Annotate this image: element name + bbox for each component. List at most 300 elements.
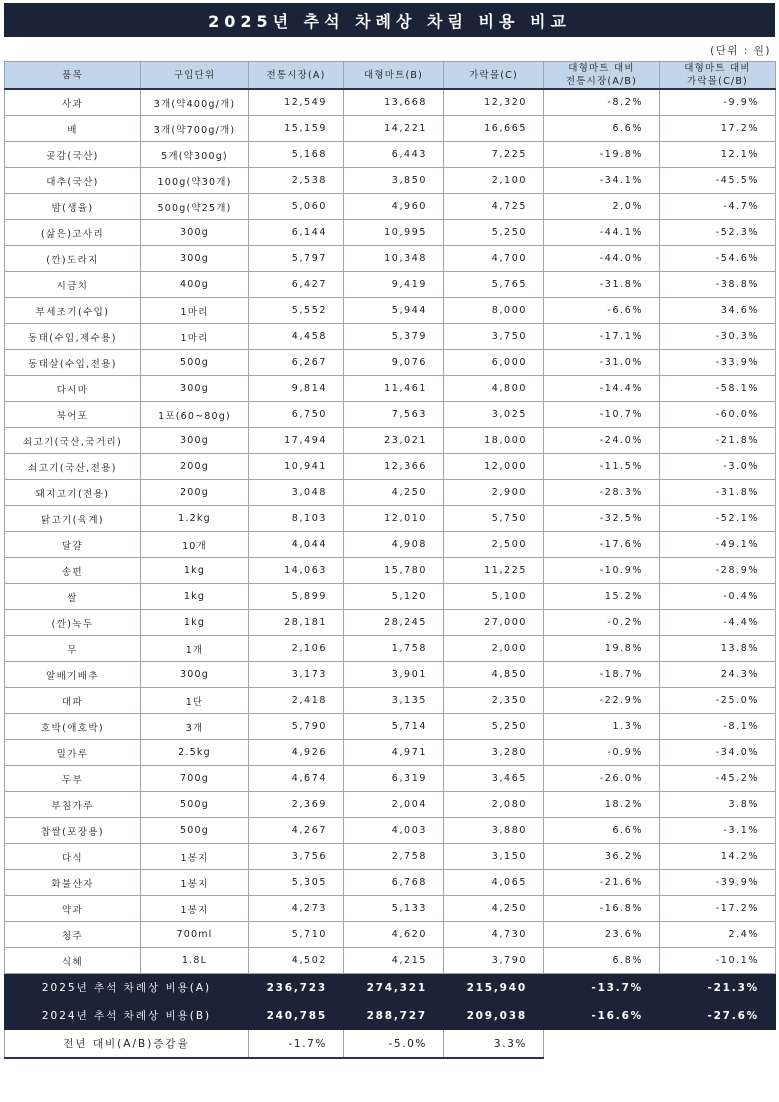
- cell-item: 무: [5, 636, 141, 662]
- cell-traditional-market: 15,159: [249, 116, 344, 142]
- cell-unit: 200g: [141, 480, 249, 506]
- table-header-row: [5, 62, 776, 90]
- cell-garak-mall: 2,350: [444, 688, 544, 714]
- cell-large-mart: 12,010: [344, 506, 444, 532]
- cell-item: 사과: [5, 89, 141, 116]
- report-page: [0, 3, 779, 1102]
- cell-garak-mall: 2,100: [444, 168, 544, 194]
- cell-ratio-cb: 24.3%: [660, 662, 776, 688]
- cell-item: 송편: [5, 558, 141, 584]
- cell-garak-mall: 2,000: [444, 636, 544, 662]
- cell-unit: 300g: [141, 428, 249, 454]
- column-header-garak-mall-line1: 가락몰(C): [469, 69, 518, 81]
- cell-ratio-ab: 18.2%: [544, 792, 660, 818]
- cell-garak-mall: 5,100: [444, 584, 544, 610]
- cell-traditional-market: 10,941: [249, 454, 344, 480]
- cell-item: 동태(수입,제수용): [5, 324, 141, 350]
- cell-ratio-cb: -8.1%: [660, 714, 776, 740]
- column-header-ratio-cb: [660, 62, 776, 90]
- column-header-traditional-market: [249, 62, 344, 90]
- cell-item: 청주: [5, 922, 141, 948]
- cell-traditional-market: 2,369: [249, 792, 344, 818]
- cell-ratio-ab: -34.1%: [544, 168, 660, 194]
- cell-traditional-market: 5,168: [249, 142, 344, 168]
- cell-unit: 5개(약300g): [141, 142, 249, 168]
- cell-large-mart: 15,780: [344, 558, 444, 584]
- summary-label: 2025년 추석 차례상 비용(A): [5, 974, 249, 1002]
- cell-garak-mall: 4,850: [444, 662, 544, 688]
- cell-ratio-cb: -31.8%: [660, 480, 776, 506]
- cell-unit: 1마리: [141, 298, 249, 324]
- cell-garak-mall: 5,765: [444, 272, 544, 298]
- cell-item: 쇠고기(국산,국거리): [5, 428, 141, 454]
- cell-ratio-ab: 19.8%: [544, 636, 660, 662]
- cell-ratio-ab: -0.9%: [544, 740, 660, 766]
- cell-ratio-ab: -17.6%: [544, 532, 660, 558]
- summary-value-ab: -16.6%: [544, 1002, 660, 1030]
- cell-ratio-cb: -4.7%: [660, 194, 776, 220]
- cell-traditional-market: 5,710: [249, 922, 344, 948]
- cell-ratio-cb: -9.9%: [660, 89, 776, 116]
- summary-value-b: 274,321: [344, 974, 444, 1002]
- cell-ratio-cb: -28.9%: [660, 558, 776, 584]
- summary-value-a: 240,785: [249, 1002, 344, 1030]
- table-row: [5, 896, 776, 922]
- comparison-table: [4, 61, 776, 1059]
- cell-ratio-cb: -39.9%: [660, 870, 776, 896]
- cell-ratio-cb: 2.4%: [660, 922, 776, 948]
- cell-ratio-ab: -10.9%: [544, 558, 660, 584]
- cell-item: 밀가루: [5, 740, 141, 766]
- cell-unit: 400g: [141, 272, 249, 298]
- column-header-traditional-market-line1: 전통시장(A): [266, 69, 326, 81]
- cell-item: 대파: [5, 688, 141, 714]
- cell-unit: 500g: [141, 792, 249, 818]
- cell-large-mart: 6,443: [344, 142, 444, 168]
- cell-unit: 1봉지: [141, 844, 249, 870]
- table-row: [5, 870, 776, 896]
- cell-ratio-ab: 15.2%: [544, 584, 660, 610]
- cell-item: 찹쌀(포장용): [5, 818, 141, 844]
- cell-traditional-market: 4,458: [249, 324, 344, 350]
- cell-large-mart: 7,563: [344, 402, 444, 428]
- cell-large-mart: 4,908: [344, 532, 444, 558]
- table-row: [5, 142, 776, 168]
- table-row: [5, 220, 776, 246]
- unit-note-row: [0, 39, 779, 61]
- cell-large-mart: 5,133: [344, 896, 444, 922]
- summary-value-c: 209,038: [444, 1002, 544, 1030]
- cell-garak-mall: 7,225: [444, 142, 544, 168]
- cell-garak-mall: 3,750: [444, 324, 544, 350]
- cell-unit: 1.8L: [141, 948, 249, 974]
- cell-large-mart: 6,768: [344, 870, 444, 896]
- cell-ratio-cb: -3.0%: [660, 454, 776, 480]
- cell-unit: 1봉지: [141, 870, 249, 896]
- cell-unit: 1마리: [141, 324, 249, 350]
- cell-item: 돼지고기(전용): [5, 480, 141, 506]
- cell-garak-mall: 18,000: [444, 428, 544, 454]
- cell-ratio-ab: -26.0%: [544, 766, 660, 792]
- table-body: [5, 89, 776, 1058]
- cell-traditional-market: 14,063: [249, 558, 344, 584]
- cell-unit: 500g(약25개): [141, 194, 249, 220]
- cell-item: 쇠고기(국산,전용): [5, 454, 141, 480]
- cell-item: 식혜: [5, 948, 141, 974]
- cell-traditional-market: 2,418: [249, 688, 344, 714]
- cell-large-mart: 12,366: [344, 454, 444, 480]
- cell-ratio-cb: 34.6%: [660, 298, 776, 324]
- cell-large-mart: 10,995: [344, 220, 444, 246]
- cell-large-mart: 4,215: [344, 948, 444, 974]
- cell-ratio-cb: -49.1%: [660, 532, 776, 558]
- cell-ratio-cb: -58.1%: [660, 376, 776, 402]
- cell-ratio-ab: -14.4%: [544, 376, 660, 402]
- cell-ratio-cb: -21.8%: [660, 428, 776, 454]
- unit-note: (단위 : 원): [710, 44, 771, 57]
- cell-ratio-cb: -60.0%: [660, 402, 776, 428]
- column-header-ratio-ab-line2: 전통시장(A/B): [565, 76, 638, 87]
- table-row: [5, 948, 776, 974]
- cell-large-mart: 11,461: [344, 376, 444, 402]
- cell-garak-mall: 16,665: [444, 116, 544, 142]
- cell-ratio-cb: -10.1%: [660, 948, 776, 974]
- table-header: [5, 62, 776, 90]
- cell-ratio-ab: -44.1%: [544, 220, 660, 246]
- cell-garak-mall: 4,725: [444, 194, 544, 220]
- cell-traditional-market: 5,899: [249, 584, 344, 610]
- cell-traditional-market: 12,549: [249, 89, 344, 116]
- cell-unit: 3개(약400g/개): [141, 89, 249, 116]
- column-header-ratio-cb-line1: 대형마트 대비: [684, 63, 751, 74]
- cell-item: (삶은)고사리: [5, 220, 141, 246]
- page-title: 2025년 추석 차례상 차림 비용 비교: [208, 11, 571, 31]
- cell-item: 다식: [5, 844, 141, 870]
- cell-ratio-cb: -3.1%: [660, 818, 776, 844]
- cell-large-mart: 10,348: [344, 246, 444, 272]
- table-row: [5, 636, 776, 662]
- cell-garak-mall: 4,065: [444, 870, 544, 896]
- cell-ratio-ab: -8.2%: [544, 89, 660, 116]
- cell-unit: 1포(60~80g): [141, 402, 249, 428]
- table-row: [5, 376, 776, 402]
- table-row: [5, 480, 776, 506]
- table-row: [5, 194, 776, 220]
- table-row: [5, 116, 776, 142]
- cell-unit: 1kg: [141, 610, 249, 636]
- table-row: [5, 844, 776, 870]
- cell-ratio-ab: -10.7%: [544, 402, 660, 428]
- cell-large-mart: 5,379: [344, 324, 444, 350]
- cell-item: 호박(애호박): [5, 714, 141, 740]
- cell-large-mart: 5,120: [344, 584, 444, 610]
- cell-ratio-cb: -25.0%: [660, 688, 776, 714]
- cell-garak-mall: 3,465: [444, 766, 544, 792]
- summary-value-c: 215,940: [444, 974, 544, 1002]
- cell-item: 배: [5, 116, 141, 142]
- cell-garak-mall: 4,250: [444, 896, 544, 922]
- column-header-large-mart-line1: 대형마트(B): [363, 69, 424, 81]
- cell-unit: 300g: [141, 220, 249, 246]
- table-row: [5, 714, 776, 740]
- cell-ratio-ab: 36.2%: [544, 844, 660, 870]
- table-row: [5, 246, 776, 272]
- cell-unit: 700ml: [141, 922, 249, 948]
- cell-garak-mall: 3,150: [444, 844, 544, 870]
- cell-ratio-cb: -52.3%: [660, 220, 776, 246]
- cell-ratio-cb: -34.0%: [660, 740, 776, 766]
- cell-unit: 500g: [141, 818, 249, 844]
- column-header-ratio-cb-line2: 가락몰(C/B): [687, 76, 748, 87]
- cell-large-mart: 5,944: [344, 298, 444, 324]
- table-row: [5, 402, 776, 428]
- cell-large-mart: 23,021: [344, 428, 444, 454]
- cell-large-mart: 4,960: [344, 194, 444, 220]
- cell-traditional-market: 3,173: [249, 662, 344, 688]
- cell-ratio-cb: 13.8%: [660, 636, 776, 662]
- cell-ratio-ab: 6.6%: [544, 116, 660, 142]
- cell-ratio-ab: 6.6%: [544, 818, 660, 844]
- cell-ratio-ab: -18.7%: [544, 662, 660, 688]
- cell-ratio-ab: -19.8%: [544, 142, 660, 168]
- table-row: [5, 610, 776, 636]
- summary-row: [5, 974, 776, 1002]
- cell-unit: 500g: [141, 350, 249, 376]
- cell-large-mart: 6,319: [344, 766, 444, 792]
- table-row: [5, 350, 776, 376]
- table-row: [5, 662, 776, 688]
- cell-ratio-ab: -6.6%: [544, 298, 660, 324]
- cell-unit: 700g: [141, 766, 249, 792]
- footer-row: [5, 1030, 776, 1059]
- cell-ratio-cb: -0.4%: [660, 584, 776, 610]
- cell-unit: 2.5kg: [141, 740, 249, 766]
- cell-ratio-ab: -22.9%: [544, 688, 660, 714]
- cell-unit: 10개: [141, 532, 249, 558]
- column-header-garak-mall: [444, 62, 544, 90]
- cell-garak-mall: 6,000: [444, 350, 544, 376]
- cell-unit: 1개: [141, 636, 249, 662]
- cell-unit: 1.2kg: [141, 506, 249, 532]
- cell-traditional-market: 4,044: [249, 532, 344, 558]
- cell-ratio-cb: 17.2%: [660, 116, 776, 142]
- cell-traditional-market: 6,427: [249, 272, 344, 298]
- footer-value-ab: [544, 1030, 660, 1059]
- footer-label: 전년 대비(A/B)증감율: [5, 1030, 249, 1059]
- cell-ratio-ab: -17.1%: [544, 324, 660, 350]
- cell-garak-mall: 12,320: [444, 89, 544, 116]
- cell-traditional-market: 4,674: [249, 766, 344, 792]
- table-row: [5, 688, 776, 714]
- summary-value-cb: -27.6%: [660, 1002, 776, 1030]
- column-header-item: [5, 62, 141, 90]
- table-row: [5, 298, 776, 324]
- cell-item: (깐)녹두: [5, 610, 141, 636]
- cell-ratio-ab: -28.3%: [544, 480, 660, 506]
- column-header-ratio-ab: [544, 62, 660, 90]
- cell-ratio-ab: -31.0%: [544, 350, 660, 376]
- cell-ratio-cb: 12.1%: [660, 142, 776, 168]
- cell-garak-mall: 3,880: [444, 818, 544, 844]
- summary-value-ab: -13.7%: [544, 974, 660, 1002]
- table-row: [5, 558, 776, 584]
- table-row: [5, 454, 776, 480]
- table-row: [5, 818, 776, 844]
- cell-unit: 1단: [141, 688, 249, 714]
- cell-garak-mall: 5,250: [444, 714, 544, 740]
- cell-large-mart: 4,250: [344, 480, 444, 506]
- cell-garak-mall: 8,000: [444, 298, 544, 324]
- table-row: [5, 89, 776, 116]
- cell-garak-mall: 27,000: [444, 610, 544, 636]
- table-row: [5, 740, 776, 766]
- footer-value-a: -1.7%: [249, 1030, 344, 1059]
- cell-traditional-market: 2,538: [249, 168, 344, 194]
- cell-ratio-cb: 14.2%: [660, 844, 776, 870]
- cell-item: 약과: [5, 896, 141, 922]
- cell-garak-mall: 2,900: [444, 480, 544, 506]
- cell-ratio-ab: -31.8%: [544, 272, 660, 298]
- cell-ratio-ab: -11.5%: [544, 454, 660, 480]
- cell-ratio-cb: -30.3%: [660, 324, 776, 350]
- summary-label: 2024년 추석 차례상 비용(B): [5, 1002, 249, 1030]
- cell-unit: 1kg: [141, 584, 249, 610]
- table-row: [5, 324, 776, 350]
- cell-traditional-market: 6,144: [249, 220, 344, 246]
- column-header-unit-line1: 구입단위: [173, 69, 216, 81]
- cell-large-mart: 9,419: [344, 272, 444, 298]
- summary-value-cb: -21.3%: [660, 974, 776, 1002]
- table-row: [5, 272, 776, 298]
- cell-ratio-ab: -44.0%: [544, 246, 660, 272]
- cell-ratio-ab: 2.0%: [544, 194, 660, 220]
- cell-large-mart: 14,221: [344, 116, 444, 142]
- cell-ratio-cb: -4.4%: [660, 610, 776, 636]
- cell-large-mart: 5,714: [344, 714, 444, 740]
- table-row: [5, 532, 776, 558]
- summary-value-b: 288,727: [344, 1002, 444, 1030]
- cell-traditional-market: 3,048: [249, 480, 344, 506]
- column-header-large-mart: [344, 62, 444, 90]
- cell-unit: 300g: [141, 662, 249, 688]
- cell-item: 부침가루: [5, 792, 141, 818]
- cell-garak-mall: 4,700: [444, 246, 544, 272]
- cell-item: 시금치: [5, 272, 141, 298]
- table-row: [5, 766, 776, 792]
- cell-ratio-cb: -45.2%: [660, 766, 776, 792]
- cell-item: 쌀: [5, 584, 141, 610]
- cell-garak-mall: 3,025: [444, 402, 544, 428]
- cell-item: 북어포: [5, 402, 141, 428]
- cell-traditional-market: 4,267: [249, 818, 344, 844]
- cell-large-mart: 2,004: [344, 792, 444, 818]
- cell-garak-mall: 4,730: [444, 922, 544, 948]
- cell-item: 곶감(국산): [5, 142, 141, 168]
- footer-value-c: 3.3%: [444, 1030, 544, 1059]
- cell-ratio-ab: 23.6%: [544, 922, 660, 948]
- cell-ratio-ab: -16.8%: [544, 896, 660, 922]
- cell-ratio-cb: 3.8%: [660, 792, 776, 818]
- cell-traditional-market: 5,060: [249, 194, 344, 220]
- cell-large-mart: 4,620: [344, 922, 444, 948]
- table-row: [5, 792, 776, 818]
- cell-unit: 3개: [141, 714, 249, 740]
- cell-ratio-ab: -0.2%: [544, 610, 660, 636]
- cell-ratio-ab: 1.3%: [544, 714, 660, 740]
- cell-garak-mall: 12,000: [444, 454, 544, 480]
- cell-ratio-ab: 6.8%: [544, 948, 660, 974]
- cell-large-mart: 4,971: [344, 740, 444, 766]
- cell-large-mart: 4,003: [344, 818, 444, 844]
- cell-item: 대추(국산): [5, 168, 141, 194]
- cell-traditional-market: 6,750: [249, 402, 344, 428]
- cell-item: 닭고기(육계): [5, 506, 141, 532]
- page-title-bar: [4, 3, 775, 37]
- cell-garak-mall: 5,750: [444, 506, 544, 532]
- cell-traditional-market: 5,305: [249, 870, 344, 896]
- table-row: [5, 168, 776, 194]
- cell-large-mart: 9,076: [344, 350, 444, 376]
- cell-ratio-ab: -21.6%: [544, 870, 660, 896]
- cell-traditional-market: 6,267: [249, 350, 344, 376]
- cell-item: 다시마: [5, 376, 141, 402]
- cell-item: 화불산자: [5, 870, 141, 896]
- cell-garak-mall: 2,080: [444, 792, 544, 818]
- cell-traditional-market: 17,494: [249, 428, 344, 454]
- cell-garak-mall: 2,500: [444, 532, 544, 558]
- summary-value-a: 236,723: [249, 974, 344, 1002]
- cell-large-mart: 3,901: [344, 662, 444, 688]
- table-row: [5, 922, 776, 948]
- cell-traditional-market: 5,790: [249, 714, 344, 740]
- cell-large-mart: 1,758: [344, 636, 444, 662]
- cell-large-mart: 13,668: [344, 89, 444, 116]
- cell-garak-mall: 3,280: [444, 740, 544, 766]
- cell-garak-mall: 4,800: [444, 376, 544, 402]
- cell-item: 알배기배추: [5, 662, 141, 688]
- cell-ratio-cb: -54.6%: [660, 246, 776, 272]
- cell-traditional-market: 9,814: [249, 376, 344, 402]
- cell-ratio-cb: -38.8%: [660, 272, 776, 298]
- summary-row: [5, 1002, 776, 1030]
- cell-item: 동태살(수입,전용): [5, 350, 141, 376]
- cell-garak-mall: 3,790: [444, 948, 544, 974]
- cell-traditional-market: 4,926: [249, 740, 344, 766]
- cell-traditional-market: 28,181: [249, 610, 344, 636]
- cell-traditional-market: 4,502: [249, 948, 344, 974]
- footer-value-cb: [660, 1030, 776, 1059]
- cell-garak-mall: 5,250: [444, 220, 544, 246]
- cell-traditional-market: 3,756: [249, 844, 344, 870]
- cell-item: 두부: [5, 766, 141, 792]
- column-header-ratio-ab-line1: 대형마트 대비: [568, 63, 635, 74]
- cell-large-mart: 28,245: [344, 610, 444, 636]
- cell-traditional-market: 5,797: [249, 246, 344, 272]
- cell-unit: 3개(약700g/개): [141, 116, 249, 142]
- footer-value-b: -5.0%: [344, 1030, 444, 1059]
- cell-ratio-ab: -24.0%: [544, 428, 660, 454]
- cell-ratio-ab: -32.5%: [544, 506, 660, 532]
- cell-large-mart: 2,758: [344, 844, 444, 870]
- cell-item: 밤(생율): [5, 194, 141, 220]
- cell-large-mart: 3,135: [344, 688, 444, 714]
- cell-ratio-cb: -45.5%: [660, 168, 776, 194]
- cell-unit: 200g: [141, 454, 249, 480]
- cell-traditional-market: 4,273: [249, 896, 344, 922]
- cell-item: 달걀: [5, 532, 141, 558]
- cell-unit: 300g: [141, 246, 249, 272]
- cell-ratio-cb: -52.1%: [660, 506, 776, 532]
